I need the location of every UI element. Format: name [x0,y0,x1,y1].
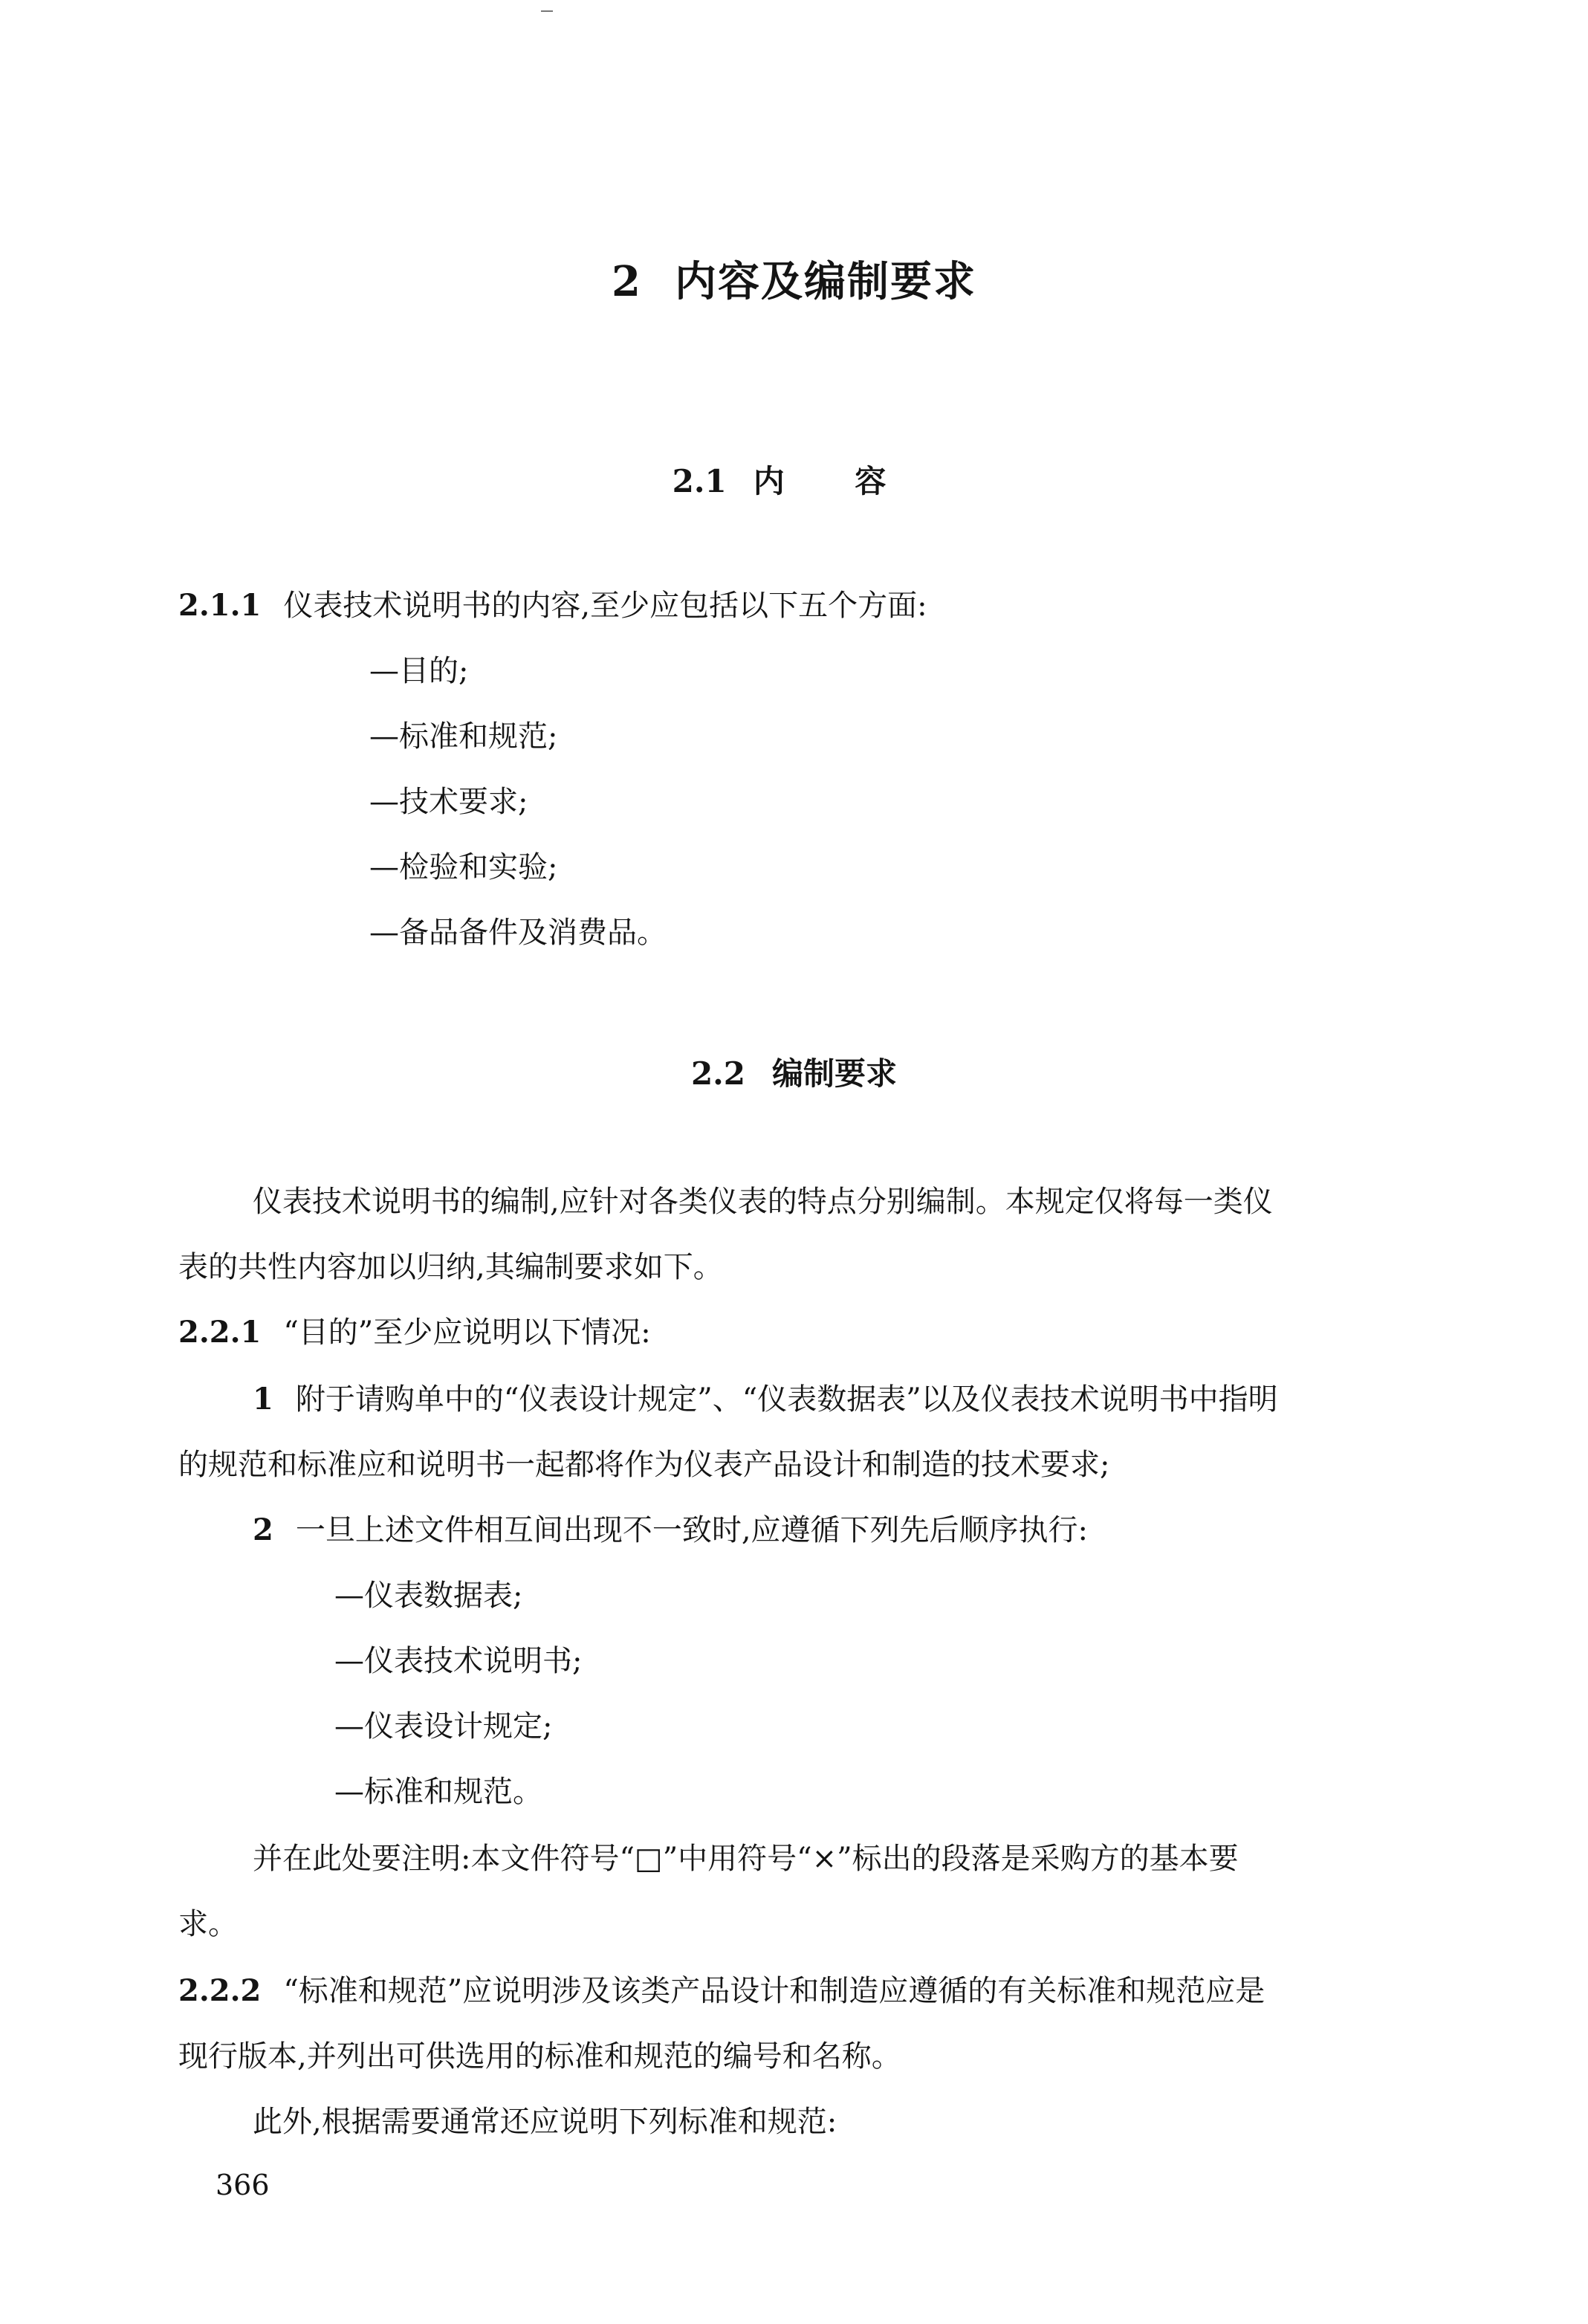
clause-2-2-2 [178,1973,1265,2008]
content-item: —检验和实验; [369,850,558,884]
content-item: —标准和规范; [369,719,558,754]
chapter-title-text: 内容及编制要求 [674,257,976,306]
purpose-item-1-text: 附于请购单中的“仪表设计规定”、“仪表数据表”以及仪表技术说明书中指明 [295,1382,1278,1417]
chapter-title [0,249,1588,308]
clause-2-1-1 [178,588,927,623]
standards-intro-line: 此外,根据需要通常还应说明下列标准和规范: [253,2105,837,2139]
page-number: 366 [215,2169,270,2201]
clause-2-1-1-number: 2.1.1 [178,588,262,623]
order-item: —仪表设计规定; [334,1709,553,1744]
intro-paragraph-line: 仪表技术说明书的编制,应针对各类仪表的特点分别编制。本规定仅将每一类仪 [253,1185,1273,1219]
clause-2-2-2-continued: 现行版本,并列出可供选用的标准和规范的编号和名称。 [178,2039,901,2074]
content-item: —技术要求; [369,785,528,819]
note-line: 并在此处要注明:本文件符号“□”中用符号“×”标出的段落是采购方的基本要 [253,1842,1239,1876]
purpose-item-1 [253,1382,1278,1417]
content-item: —目的; [369,654,469,688]
purpose-item-2-number: 2 [253,1512,273,1547]
purpose-item-2-text: 一旦上述文件相互间出现不一致时,应遵循下列先后顺序执行: [295,1513,1089,1547]
clause-2-2-1 [178,1315,651,1350]
clause-2-2-2-text: “标准和规范”应说明涉及该类产品设计和制造应遵循的有关标准和规范应是 [283,1974,1265,2008]
clause-2-1-1-text: 仪表技术说明书的内容,至少应包括以下五个方面: [283,589,927,623]
section-2-1-number: 2.1 [672,463,727,499]
clause-2-2-1-number: 2.2.1 [178,1315,262,1350]
chapter-number: 2 [612,257,642,306]
section-2-2-title-text: 编制要求 [772,1055,898,1092]
section-2-2-number: 2.2 [690,1055,746,1092]
section-2-1-title-text: 内 容 [753,463,916,499]
order-item: —仪表数据表; [334,1579,523,1613]
purpose-item-2 [253,1512,1089,1547]
purpose-item-1-number: 1 [253,1382,273,1417]
note-line: 求。 [178,1907,238,1941]
clause-2-2-2-number: 2.2.2 [178,1973,262,2008]
order-item: —标准和规范。 [334,1775,542,1809]
clause-2-2-1-text: “目的”至少应说明以下情况: [283,1315,651,1350]
top-mark [541,10,553,12]
intro-paragraph-line: 表的共性内容加以归纳,其编制要求如下。 [178,1250,723,1284]
section-2-1-title [0,457,1588,502]
section-2-2-title [0,1049,1588,1094]
order-item: —仪表技术说明书; [334,1644,583,1678]
purpose-item-1-continued: 的规范和标准应和说明书一起都将作为仪表产品设计和制造的技术要求; [178,1448,1110,1482]
content-item: —备品备件及消费品。 [369,916,667,950]
